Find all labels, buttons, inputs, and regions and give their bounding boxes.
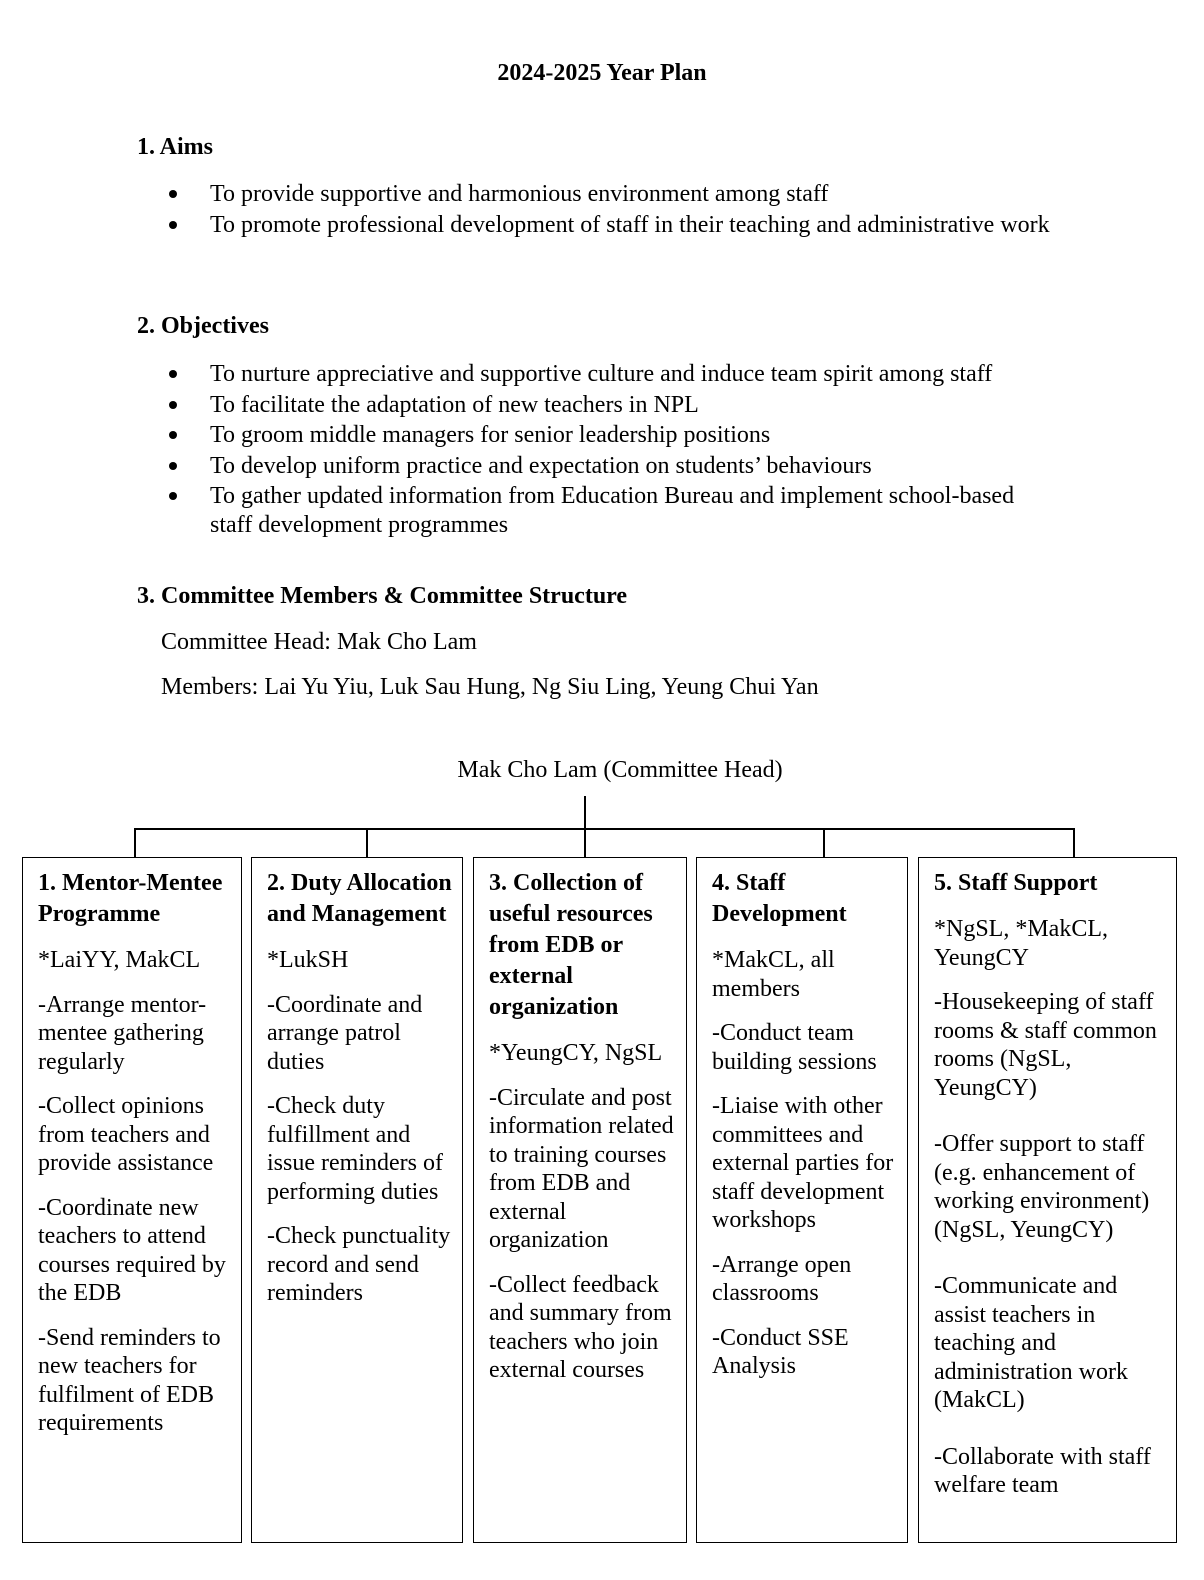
- org-box-task: -Arrange mentor-mentee gathering regularly: [38, 991, 207, 1075]
- objectives-item: To develop uniform practice and expectation on students’ behaviours: [137, 452, 1057, 481]
- objectives-item: To nurture appreciative and supportive culture and induce team spirit among staff: [137, 360, 1057, 389]
- objectives-heading: 2. Objectives: [137, 313, 269, 339]
- org-box-task: -Circulate and post information related to training courses from EDB and external organization: [489, 1084, 674, 1253]
- aims-heading: 1. Aims: [137, 134, 214, 160]
- org-box-task: -Conduct team building sessions: [712, 1020, 877, 1075]
- connector-line: [584, 828, 586, 858]
- org-box-people: *LaiYY, MakCL: [38, 947, 201, 973]
- org-box-people: *NgSL, *MakCL, YeungCY: [934, 916, 1108, 971]
- objectives-item: To facilitate the adaptation of new teachers in NPL: [137, 391, 1057, 420]
- org-box-task: -Offer support to staff (e.g. enhancement of working environment) (NgSL, YeungCY): [934, 1131, 1150, 1243]
- org-box-mentor-mentee: [22, 857, 242, 1543]
- org-box-task: -Housekeeping of staff rooms & staff common rooms (NgSL, YeungCY): [934, 989, 1157, 1101]
- org-box-task: -Liaise with other committees and external parties for staff development workshops: [712, 1093, 894, 1233]
- org-box-task: -Check duty fulfillment and issue reminders of performing duties: [267, 1093, 443, 1205]
- committee-head-line: Committee Head: Mak Cho Lam: [161, 629, 477, 655]
- aims-list: [137, 180, 1057, 241]
- org-box-task: -Check punctuality record and send reminders: [267, 1223, 451, 1306]
- connector-line: [134, 828, 1074, 830]
- aims-item: To promote professional development of staff in their teaching and administrative work: [137, 211, 1057, 240]
- connector-line: [584, 796, 586, 829]
- org-box-duty-allocation: [251, 857, 463, 1543]
- org-box-title: 1. Mentor-Mentee Programme: [38, 870, 223, 927]
- org-box-title: 2. Duty Allocation and Management: [267, 870, 452, 927]
- org-box-task: -Coordinate new teachers to attend courses required by the EDB: [38, 1194, 226, 1306]
- org-box-people: *MakCL, all members: [712, 947, 835, 1002]
- connector-line: [1073, 828, 1075, 858]
- objectives-item: To groom middle managers for senior leadership positions: [137, 421, 1057, 450]
- org-box-title: 3. Collection of useful resources from EDB or external organization: [489, 870, 653, 1020]
- org-box-title: 4. Staff Development: [712, 870, 847, 927]
- objectives-item: To gather updated information from Education Bureau and implement school-based staff development programmes: [137, 482, 1057, 540]
- org-box-people: *LukSH: [267, 947, 349, 973]
- connector-line: [134, 828, 136, 857]
- org-box-task: -Collaborate with staff welfare team: [934, 1443, 1151, 1498]
- document-title: 2024-2025 Year Plan: [497, 60, 707, 86]
- org-box-task: -Coordinate and arrange patrol duties: [267, 991, 423, 1075]
- committee-members-line: Members: Lai Yu Yiu, Luk Sau Hung, Ng Siu Ling, Yeung Chui Yan: [161, 674, 819, 700]
- org-chart-head: Mak Cho Lam (Committee Head): [457, 757, 783, 783]
- org-box-staff-support: [918, 857, 1177, 1543]
- org-box-task: -Collect opinions from teachers and provide assistance: [38, 1093, 214, 1176]
- org-box-task: -Communicate and assist teachers in teaching and administration work (MakCL): [934, 1273, 1128, 1413]
- org-box-resources: [473, 857, 687, 1543]
- committee-heading: 3. Committee Members & Committee Structure: [137, 583, 628, 609]
- connector-line: [823, 828, 825, 858]
- org-box-task: -Arrange open classrooms: [712, 1251, 852, 1306]
- org-box-title: 5. Staff Support: [934, 870, 1098, 896]
- org-box-staff-development: [696, 857, 908, 1543]
- aims-item: To provide supportive and harmonious environment among staff: [137, 180, 1057, 209]
- org-box-people: *YeungCY, NgSL: [489, 1040, 663, 1066]
- org-box-task: -Collect feedback and summary from teachers who join external courses: [489, 1271, 672, 1383]
- org-box-task: -Send reminders to new teachers for fulfilment of EDB requirements: [38, 1324, 221, 1436]
- connector-line: [366, 828, 368, 858]
- org-box-task: -Conduct SSE Analysis: [712, 1324, 849, 1379]
- objectives-list: [137, 360, 1057, 542]
